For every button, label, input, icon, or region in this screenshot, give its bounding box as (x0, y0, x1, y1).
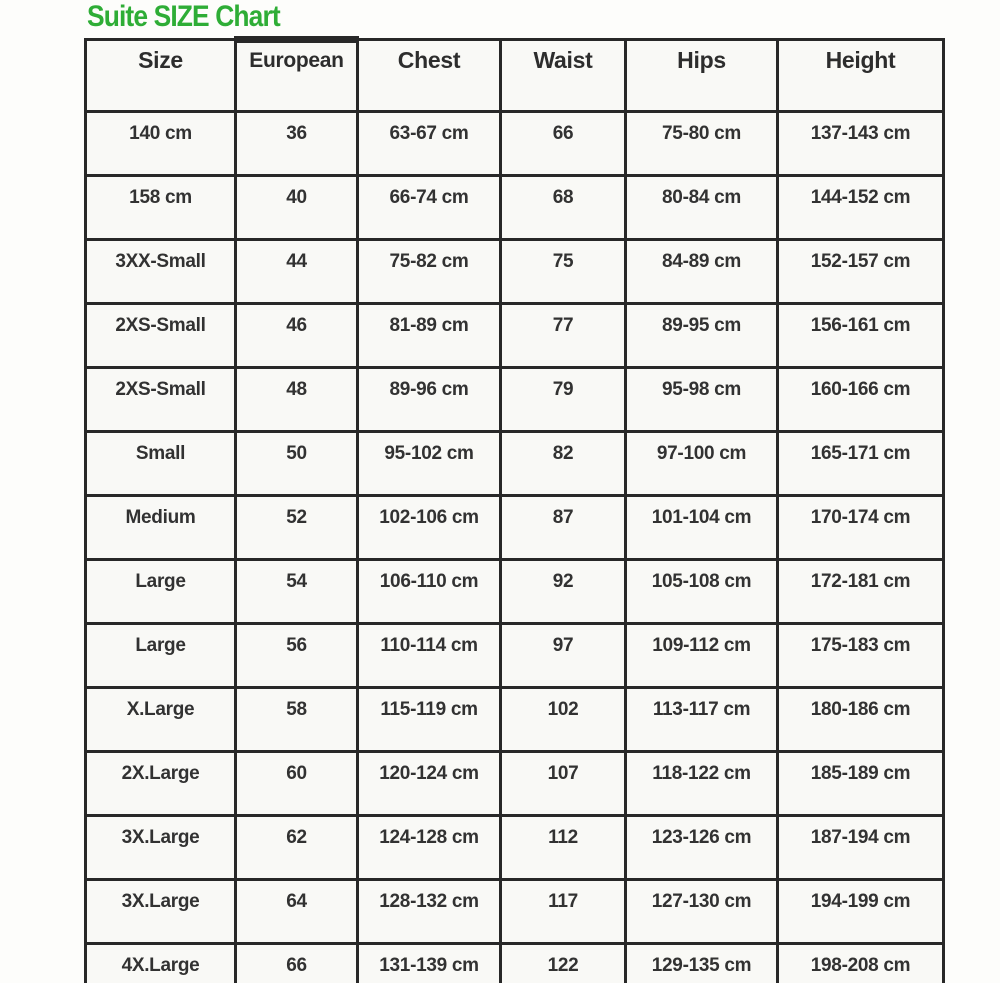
table-cell: Large (86, 560, 236, 624)
table-cell: 107 (501, 752, 626, 816)
column-header-size: Size (86, 40, 236, 112)
table-cell: 56 (236, 624, 358, 688)
table-row (86, 368, 944, 432)
table-cell: 102 (501, 688, 626, 752)
table-row (86, 880, 944, 944)
table-cell: 110-114 cm (358, 624, 501, 688)
column-header-hips: Hips (626, 40, 778, 112)
table-cell: 115-119 cm (358, 688, 501, 752)
table-cell: 140 cm (86, 112, 236, 176)
table-cell: 66 (236, 944, 358, 983)
table-cell: 2X.Large (86, 752, 236, 816)
table-cell: 95-102 cm (358, 432, 501, 496)
table-cell: 123-126 cm (626, 816, 778, 880)
size-table-head (86, 40, 944, 112)
table-cell: 185-189 cm (778, 752, 944, 816)
table-row (86, 496, 944, 560)
table-row (86, 560, 944, 624)
table-cell: 63-67 cm (358, 112, 501, 176)
table-row (86, 816, 944, 880)
table-cell: 62 (236, 816, 358, 880)
table-cell: 95-98 cm (626, 368, 778, 432)
table-cell: 64 (236, 880, 358, 944)
table-cell: 84-89 cm (626, 240, 778, 304)
table-cell: 2XS-Small (86, 304, 236, 368)
table-cell: 129-135 cm (626, 944, 778, 983)
header-row (86, 40, 944, 112)
table-cell: 160-166 cm (778, 368, 944, 432)
table-cell: 137-143 cm (778, 112, 944, 176)
table-cell: 180-186 cm (778, 688, 944, 752)
table-cell: 4X.Large (86, 944, 236, 983)
table-cell: 2XS-Small (86, 368, 236, 432)
table-cell: 127-130 cm (626, 880, 778, 944)
table-cell: 40 (236, 176, 358, 240)
table-cell: 82 (501, 432, 626, 496)
table-cell: 131-139 cm (358, 944, 501, 983)
table-cell: 52 (236, 496, 358, 560)
table-cell: 60 (236, 752, 358, 816)
column-header-european: European (236, 40, 358, 112)
table-cell: 77 (501, 304, 626, 368)
table-cell: 102-106 cm (358, 496, 501, 560)
table-cell: 158 cm (86, 176, 236, 240)
table-cell: 80-84 cm (626, 176, 778, 240)
table-row (86, 688, 944, 752)
size-chart-table (84, 36, 945, 983)
table-cell: 68 (501, 176, 626, 240)
table-row (86, 624, 944, 688)
table-row (86, 176, 944, 240)
table-cell: 105-108 cm (626, 560, 778, 624)
table-cell: 75-82 cm (358, 240, 501, 304)
table-cell: 124-128 cm (358, 816, 501, 880)
table-row (86, 944, 944, 983)
table-cell: 92 (501, 560, 626, 624)
table-cell: 187-194 cm (778, 816, 944, 880)
table-cell: 54 (236, 560, 358, 624)
table-cell: 128-132 cm (358, 880, 501, 944)
table-cell: 112 (501, 816, 626, 880)
table-cell: 66 (501, 112, 626, 176)
table-cell: 75-80 cm (626, 112, 778, 176)
table-cell: 75 (501, 240, 626, 304)
table-cell: 106-110 cm (358, 560, 501, 624)
column-header-height: Height (778, 40, 944, 112)
column-header-waist: Waist (501, 40, 626, 112)
table-cell: 194-199 cm (778, 880, 944, 944)
table-cell: 97 (501, 624, 626, 688)
table-row (86, 752, 944, 816)
table-cell: 117 (501, 880, 626, 944)
table-cell: 66-74 cm (358, 176, 501, 240)
table-cell: Medium (86, 496, 236, 560)
page-title: Suite SIZE Chart (87, 0, 280, 33)
table-cell: 48 (236, 368, 358, 432)
table-cell: 172-181 cm (778, 560, 944, 624)
table-cell: 79 (501, 368, 626, 432)
table-cell: 170-174 cm (778, 496, 944, 560)
table-cell: 144-152 cm (778, 176, 944, 240)
table-cell: 113-117 cm (626, 688, 778, 752)
table-cell: 198-208 cm (778, 944, 944, 983)
table-row (86, 304, 944, 368)
table-cell: 36 (236, 112, 358, 176)
table-cell: 3XX-Small (86, 240, 236, 304)
table-cell: 50 (236, 432, 358, 496)
table-cell: 58 (236, 688, 358, 752)
table-cell: 97-100 cm (626, 432, 778, 496)
table-cell: 165-171 cm (778, 432, 944, 496)
table-row (86, 112, 944, 176)
table-cell: 46 (236, 304, 358, 368)
table-cell: 89-95 cm (626, 304, 778, 368)
size-table-body (86, 112, 944, 983)
table-cell: Small (86, 432, 236, 496)
table-cell: 118-122 cm (626, 752, 778, 816)
column-header-chest: Chest (358, 40, 501, 112)
table-cell: 152-157 cm (778, 240, 944, 304)
table-cell: 120-124 cm (358, 752, 501, 816)
table-cell: 3X.Large (86, 880, 236, 944)
table-cell: 81-89 cm (358, 304, 501, 368)
table-cell: 101-104 cm (626, 496, 778, 560)
table-cell: X.Large (86, 688, 236, 752)
table-row (86, 432, 944, 496)
table-cell: 156-161 cm (778, 304, 944, 368)
table-cell: 3X.Large (86, 816, 236, 880)
table-cell: Large (86, 624, 236, 688)
table-cell: 175-183 cm (778, 624, 944, 688)
table-cell: 109-112 cm (626, 624, 778, 688)
table-cell: 44 (236, 240, 358, 304)
table-cell: 89-96 cm (358, 368, 501, 432)
table-cell: 122 (501, 944, 626, 983)
table-cell: 87 (501, 496, 626, 560)
table-row (86, 240, 944, 304)
